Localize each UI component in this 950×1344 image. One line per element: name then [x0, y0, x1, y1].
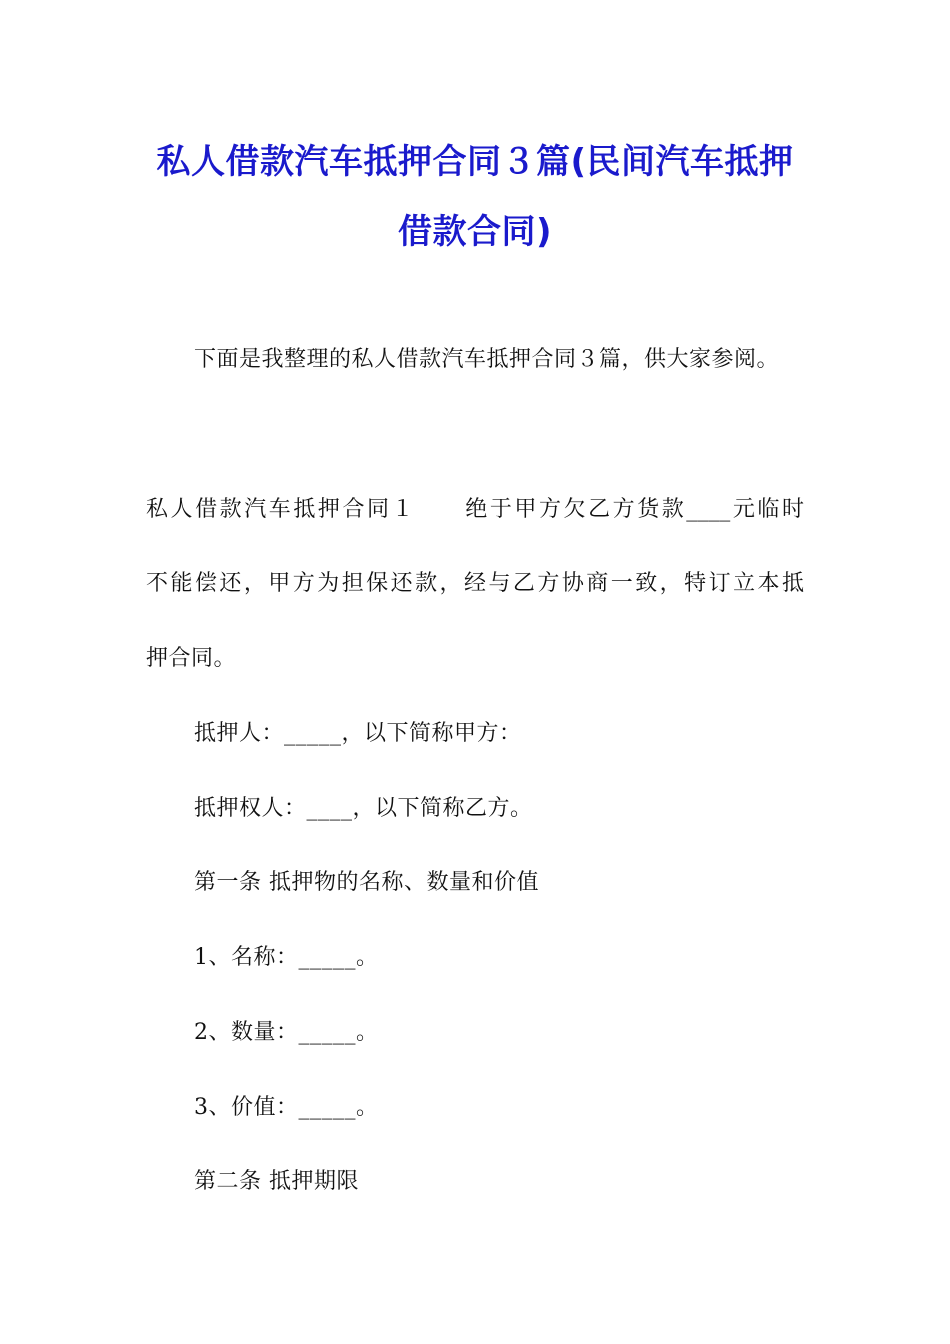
document-title-line-1: 私人借款汽车抵押合同３篇(民间汽车抵押: [156, 142, 794, 182]
contract-1-line-2: 不能偿还，甲方为担保还款，经与乙方协商一致，特订立本抵: [146, 571, 804, 596]
document-title-line-2: 借款合同): [397, 212, 553, 252]
article-2-heading: 第二条 抵押期限: [194, 1169, 359, 1194]
mortgagor-line: 抵押人：_____，以下简称甲方：: [194, 721, 522, 746]
article-1-heading: 第一条 抵押物的名称、数量和价值: [194, 870, 539, 895]
mortgagee-line: 抵押权人：____，以下简称乙方。: [194, 796, 533, 821]
item-name: 1、名称：_____。: [194, 945, 379, 970]
item-value: 3、价值：_____。: [194, 1095, 379, 1120]
contract-1-line-1: 私人借款汽车抵押合同１ 绝于甲方欠乙方货款____元临时: [146, 497, 804, 522]
intro-paragraph: 下面是我整理的私人借款汽车抵押合同３篇，供大家参阅。: [194, 347, 780, 372]
item-quantity: 2、数量：_____。: [194, 1020, 379, 1045]
contract-1-line-3: 押合同。: [146, 646, 237, 671]
